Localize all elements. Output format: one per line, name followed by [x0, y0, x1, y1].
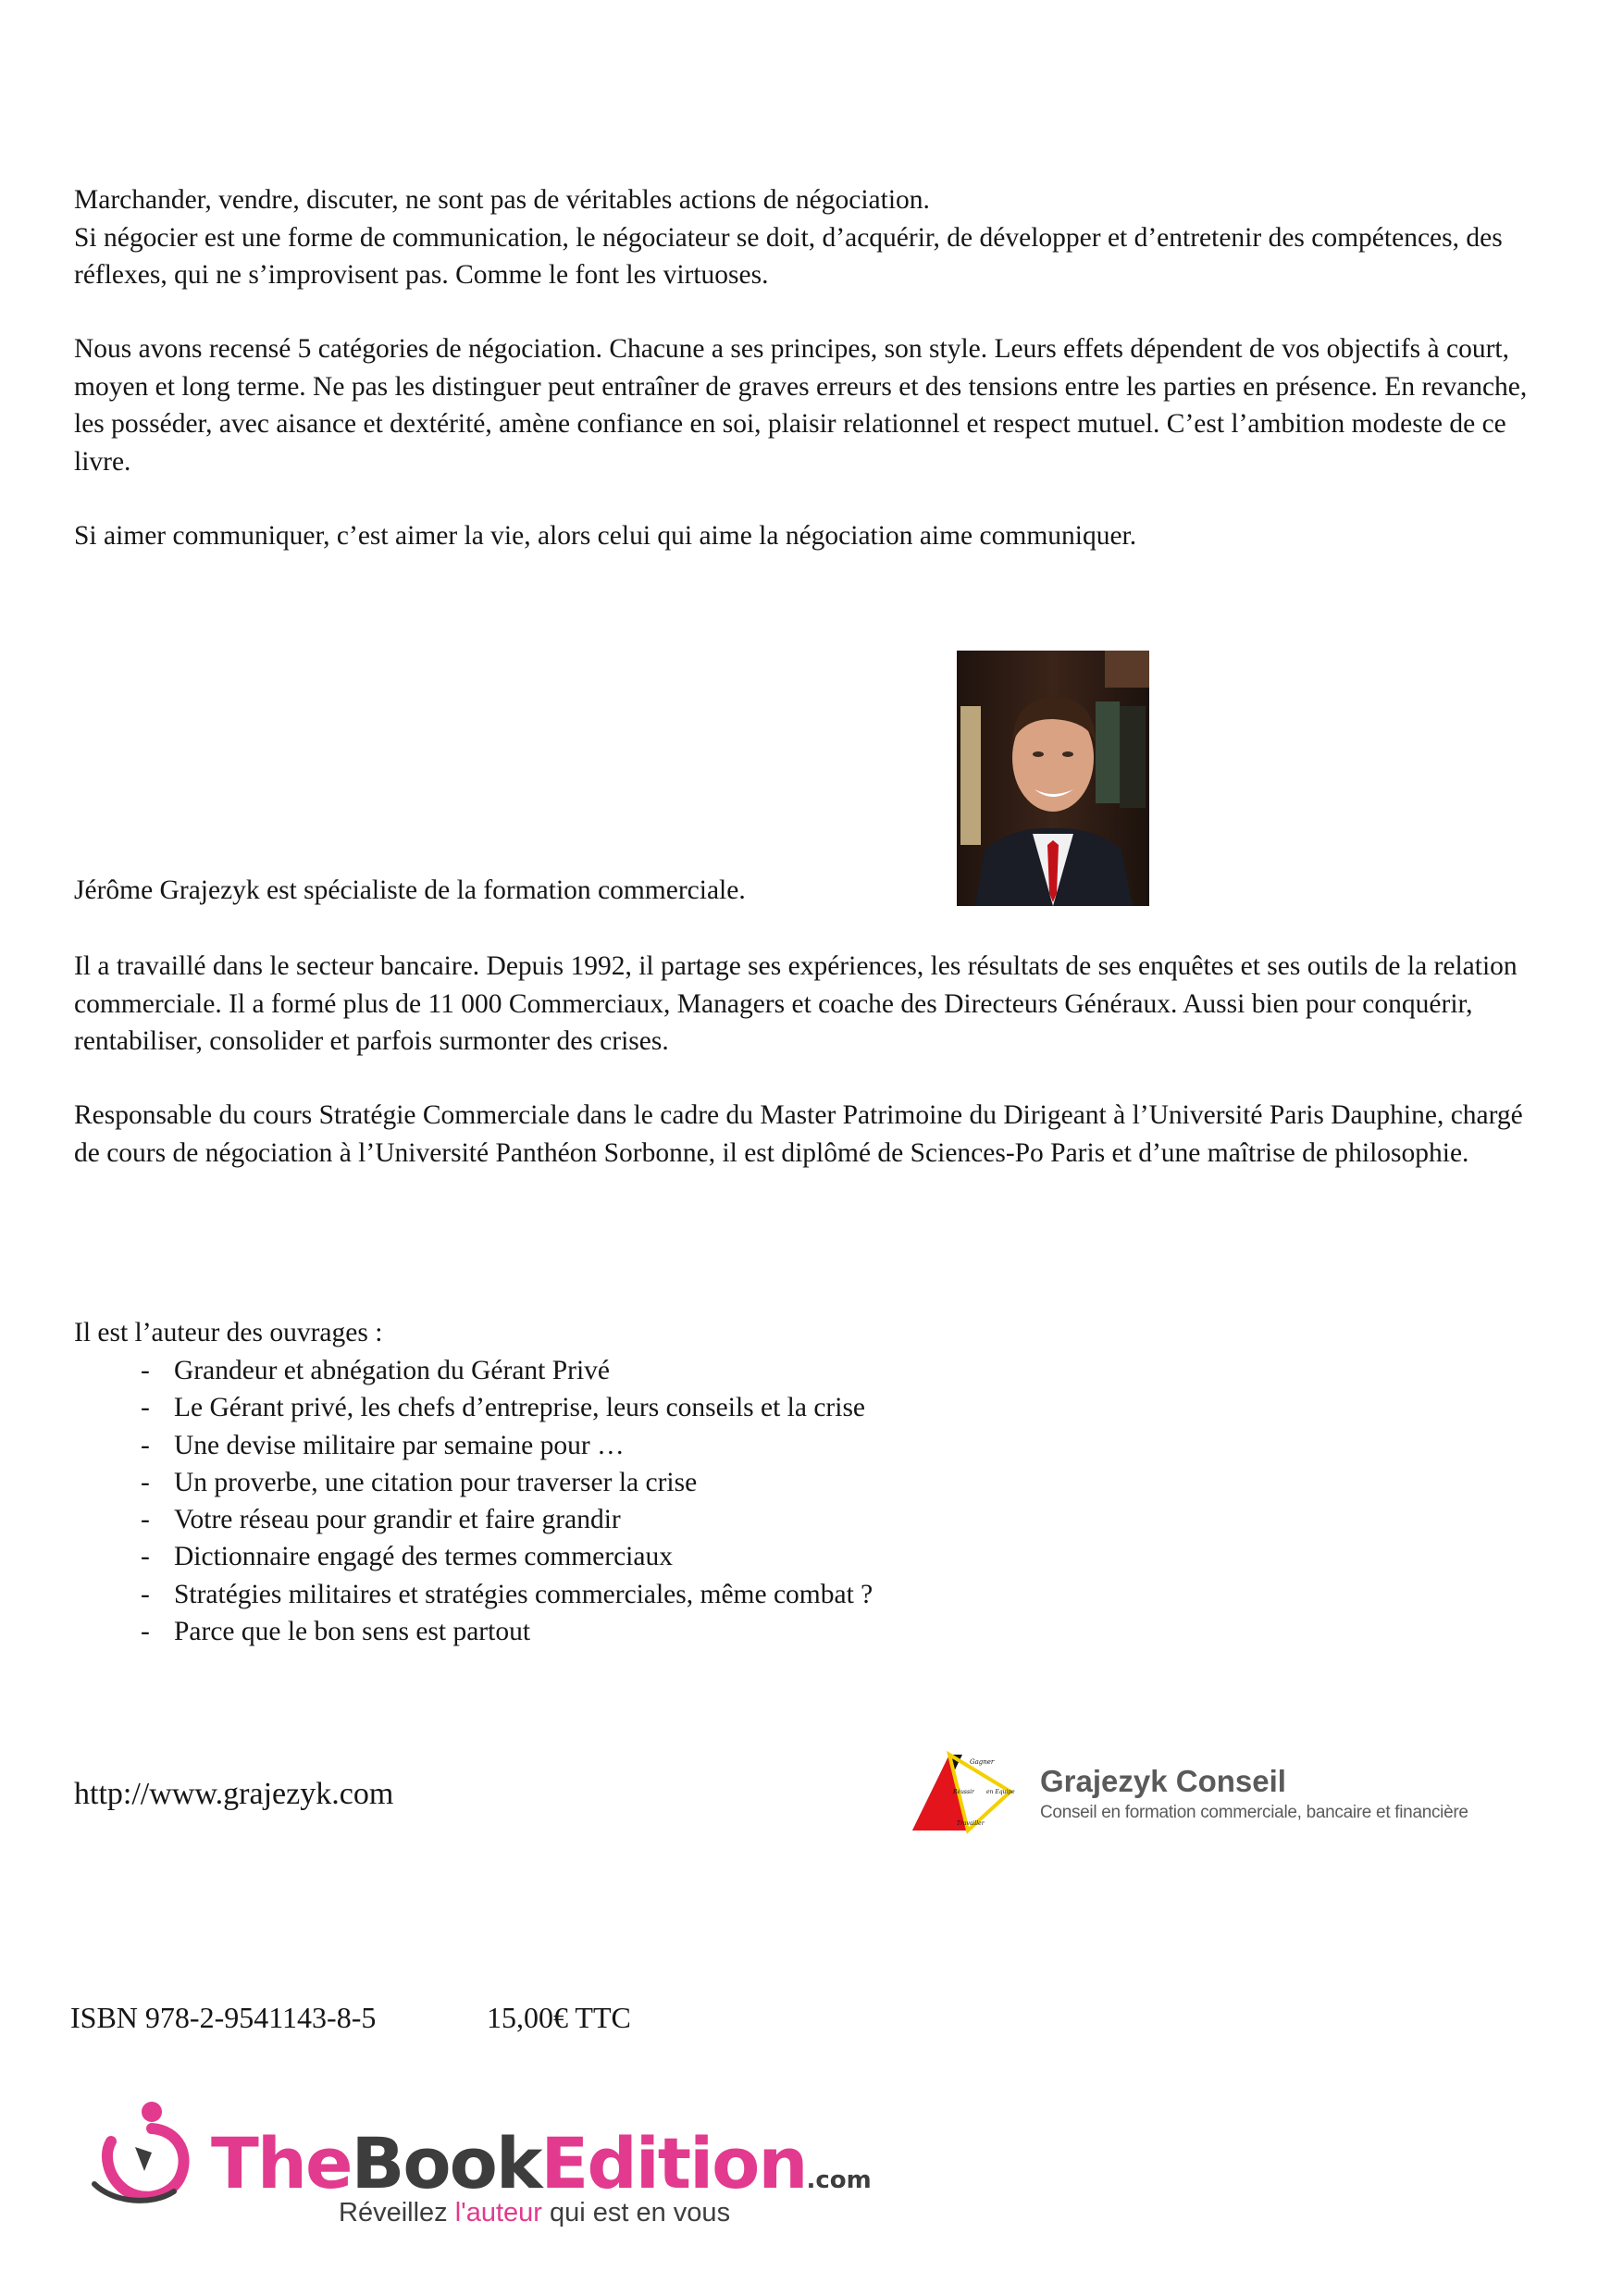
books-intro: Il est l’auteur des ouvrages :	[74, 1318, 383, 1347]
grajezyk-tagline: Conseil en formation commerciale, bancaire et financière	[1040, 1803, 1468, 1822]
slogan-highlight: l'auteur	[454, 2198, 542, 2228]
author-credentials: Responsable du cours Stratégie Commerciale dans le cadre du Master Patrimoine du Dirigeant à l’Université Paris Dauphine, chargé de cours de négociation à l’Université Panthéon Sorbonne, il est diplômé de Sciences-Po Paris et d’une maîtrise de philosophie.	[74, 1100, 1523, 1168]
list-item: - Grandeur et abnégation du Gérant Privé	[139, 1352, 873, 1389]
slogan-before: Réveillez	[339, 2198, 455, 2228]
svg-text:Travailler: Travailler	[957, 1820, 985, 1827]
svg-text:Gagner: Gagner	[970, 1758, 995, 1766]
list-item: - Une devise militaire par semaine pour …	[139, 1427, 873, 1464]
svg-text:en Equipe: en Equipe	[986, 1789, 1015, 1795]
list-item: - Parce que le bon sens est partout	[139, 1613, 873, 1650]
author-portrait	[957, 651, 1149, 906]
grajezyk-company-name: Grajezyk Conseil	[1040, 1764, 1286, 1798]
list-item: - Stratégies militaires et stratégies commerciales, même combat ?	[139, 1576, 873, 1613]
thebookedition-slogan	[339, 2198, 730, 2228]
svg-text:Réussir: Réussir	[953, 1789, 974, 1795]
books-list	[139, 1352, 873, 1650]
price: 15,00€ TTC	[487, 2001, 631, 2034]
author-experience: Il a travaillé dans le secteur bancaire. Depuis 1992, il partage ses expériences, les résultats de ses enquêtes et ses outils de la relation commerciale. Il a formé plus de 11 000 Commerciaux, Managers et coache des Directeurs Généraux. Aussi bien pour conquérir, rentabiliser, consolider et parfois surmonter des crises.	[74, 951, 1518, 1056]
list-item: - Votre réseau pour grandir et faire grandir	[139, 1501, 873, 1538]
wordmark-edition: Edition	[540, 2122, 807, 2204]
author-intro: Jérôme Grajezyk est spécialiste de la formation commerciale.	[74, 875, 746, 905]
list-item: - Un proverbe, une citation pour traverser la crise	[139, 1464, 873, 1501]
categories-paragraph: Nous avons recensé 5 catégories de négociation. Chacune a ses principes, son style. Leurs effets dépendent de vos objectifs à court, moyen et long terme. Ne pas les distinguer peut entraîner de graves erreurs et des tensions entre les parties en présence. En revanche, les posséder, avec aisance et dextérité, amène confiance en soi, plaisir relationnel et respect mutuel. C’est l’ambition modeste de ce livre.	[74, 334, 1528, 477]
list-item: - Le Gérant privé, les chefs d’entreprise, leurs conseils et la crise	[139, 1389, 873, 1426]
website-url[interactable]: http://www.grajezyk.com	[74, 1777, 394, 1811]
intro-paragraph: Marchander, vendre, discuter, ne sont pas de véritables actions de négociation. Si négocier est une forme de communication, le négociateur se doit, d’acquérir, de développer et d’entretenir des compétences, des réflexes, qui ne s’improvisent pas. Comme le font les virtuoses.	[74, 185, 1503, 290]
communication-paragraph: Si aimer communiquer, c’est aimer la vie, alors celui qui aime la négociation aime communiquer.	[74, 521, 1137, 551]
slogan-after: qui est en vous	[541, 2198, 731, 2228]
isbn: ISBN 978-2-9541143-8-5	[70, 2001, 377, 2034]
thebookedition-person-icon	[91, 2099, 200, 2208]
wordmark-the: The	[211, 2122, 352, 2204]
wordmark-book: Book	[351, 2122, 541, 2204]
list-item: - Dictionnaire engagé des termes commerciaux	[139, 1538, 873, 1575]
author-portrait-photo-icon	[957, 651, 1149, 906]
wordmark-com: .com	[806, 2166, 872, 2194]
grajezyk-triangle-logo-icon	[909, 1751, 1020, 1834]
